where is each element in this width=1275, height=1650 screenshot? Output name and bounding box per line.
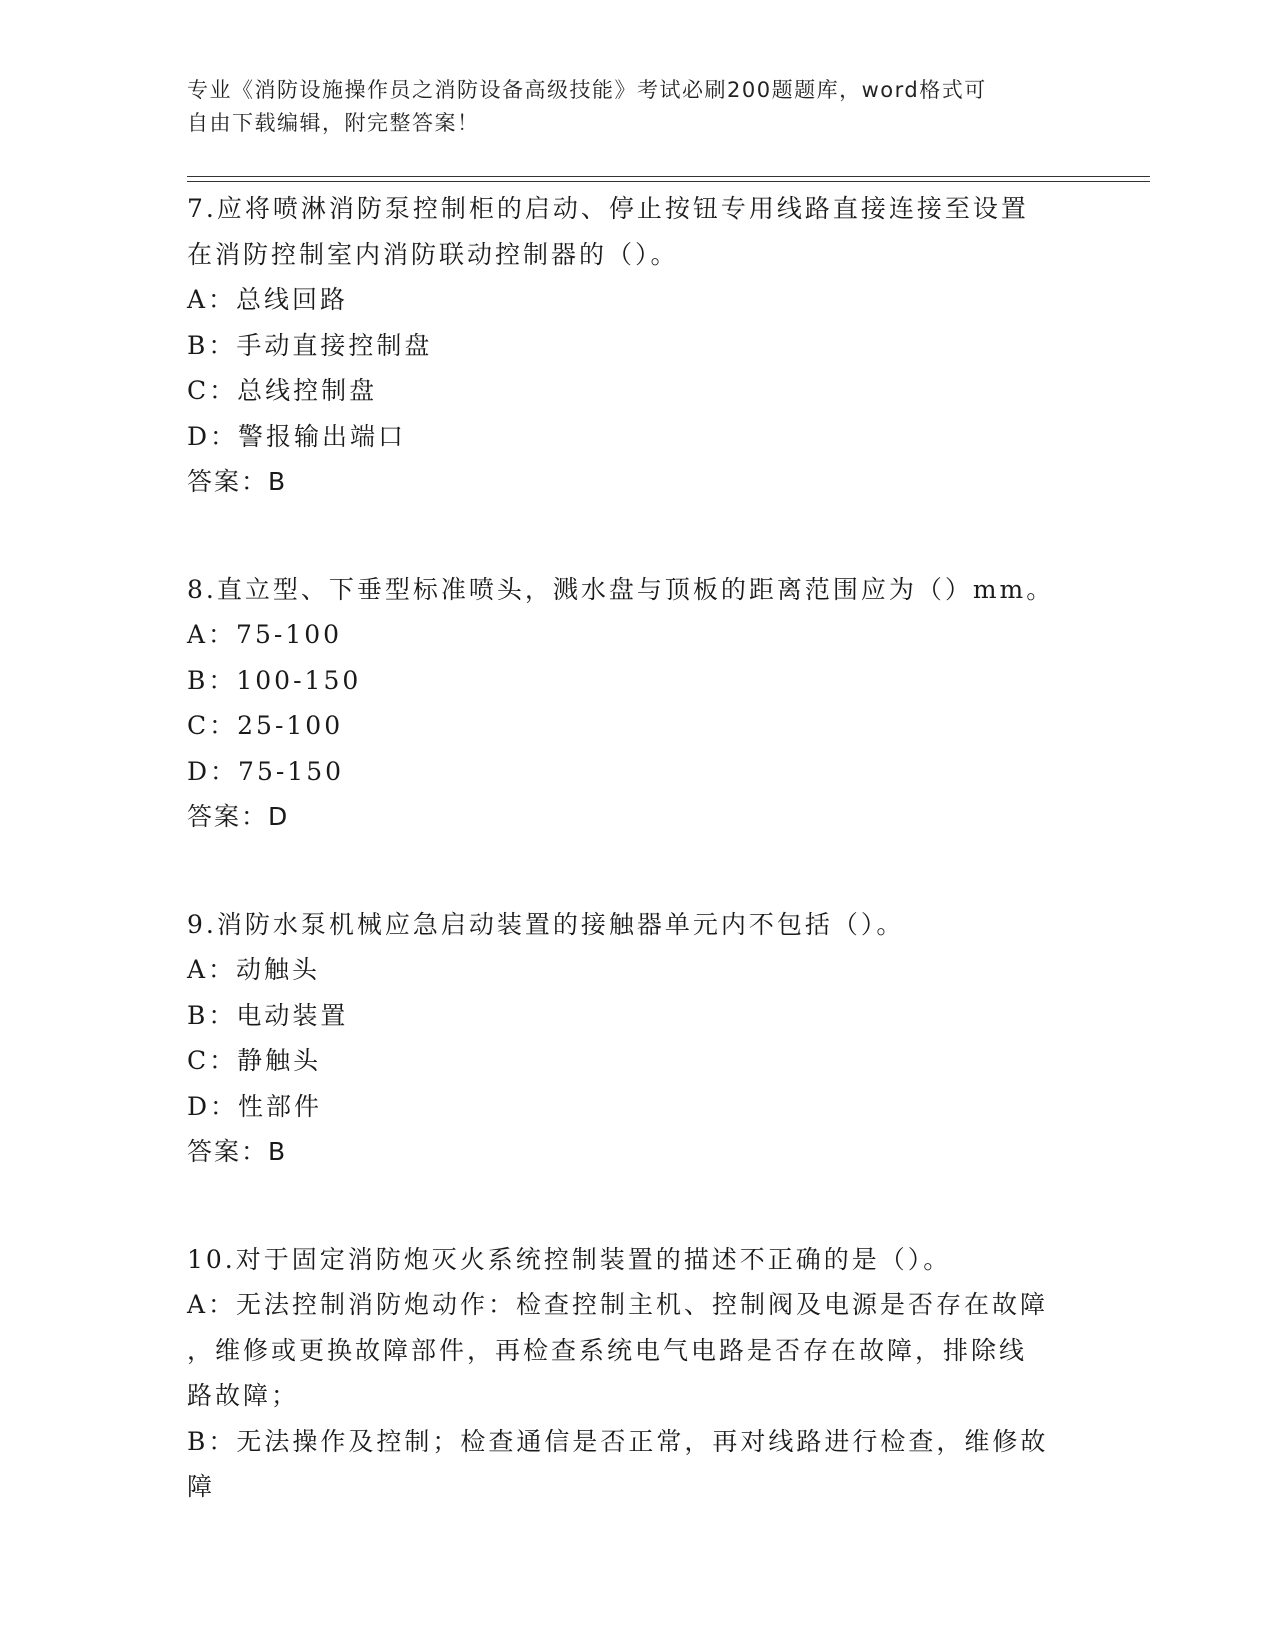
option-a: A：总线回路 [187,285,349,314]
option-b: B：100-150 [187,665,362,695]
question-10 [187,1237,1077,1510]
header-divider-bottom [187,181,1150,182]
answer-line: 答案：B [187,1137,288,1166]
header-divider-top [187,176,1150,177]
question-stem-line: 在消防控制室内消防联动控制器的（）。 [187,239,679,269]
option-d: D：75-150 [187,756,345,786]
question-spacer [187,840,1077,902]
question-stem-line: 10.对于固定消防炮灭火系统控制装置的描述不正确的是（）。 [187,1244,952,1274]
question-stem-line: 8.直立型、下垂型标准喷头，溅水盘与顶板的距离范围应为（）mm。 [187,574,1055,604]
question-stem-line: 9.消防水泵机械应急启动装置的接触器单元内不包括（）。 [187,909,905,939]
question-7 [187,186,1077,505]
option-a: A：无法控制消防炮动作：检查控制主机、控制阀及电源是否存在故障 [187,1290,1049,1319]
option-d: D：警报输出端口 [187,421,407,451]
question-stem-line: 7.应将喷淋消防泵控制柜的启动、停止按钮专用线路直接连接至设置 [187,194,1029,223]
option-c: C：总线控制盘 [187,376,378,405]
header-line-2: 自由下载编辑，附完整答案！ [187,111,480,135]
option-c: C：25-100 [187,711,344,740]
header-line-1: 专业《消防设施操作员之消防设备高级技能》考试必刷200题题库，word格式可 [187,78,987,102]
option-a-continued: ，维修或更换故障部件，再检查系统电气电路是否存在故障，排除线 [187,1335,1028,1365]
option-a: A：75-100 [187,620,343,649]
answer-line: 答案：B [187,467,288,496]
option-b: B：无法操作及控制；检查通信是否正常，再对线路进行检查，维修故 [187,1426,1049,1456]
question-8 [187,567,1077,840]
option-a: A：动触头 [187,955,321,984]
option-b: B：手动直接控制盘 [187,330,433,360]
question-9 [187,902,1077,1175]
option-c: C：静触头 [187,1046,322,1075]
question-spacer [187,505,1077,567]
option-a-continued: 路故障； [187,1381,300,1410]
question-list [187,186,1077,1510]
option-b: B：电动装置 [187,1000,349,1030]
option-d: D：性部件 [187,1091,323,1121]
option-b-continued: 障 [187,1472,216,1501]
answer-line: 答案：D [187,802,290,831]
document-header [187,74,1067,140]
question-spacer [187,1175,1077,1237]
